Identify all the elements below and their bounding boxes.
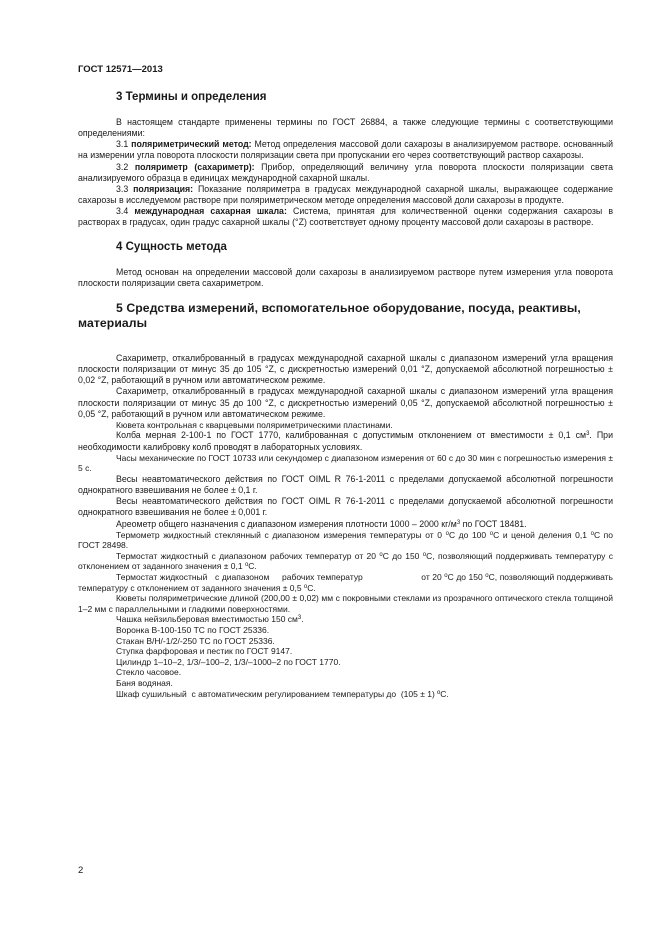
- term-3-1: [78, 139, 613, 161]
- document-page: [78, 64, 616, 699]
- equipment-item: Кювета контрольная с кварцевыми поляриметрическими пластинами.: [116, 419, 393, 430]
- equipment-item: Термостат жидкостный с диапазоном рабочих температур от 20 $^о$С до 150 $^о$С, позволяющий поддерживать температуру с отклонением от заданного значения ± 0,5 $^о$С.: [78, 572, 616, 593]
- term-name: поляриметрический метод:: [131, 139, 252, 150]
- term-number: 3.1: [116, 139, 129, 150]
- term-3-4: [78, 206, 613, 228]
- equipment-item: Стакан В/Н/-1/2/-250 ТС по ГОСТ 25336.: [116, 635, 275, 646]
- term-name: поляризация:: [133, 183, 194, 194]
- standard-header: ГОСТ 12571—2013: [78, 64, 163, 75]
- term-definition: Прибор, определяющий величину угла поворота плоскости поляризации света анализируемого образца в единицах международной сахарной шкалы.: [78, 161, 613, 183]
- equipment-item: Термостат жидкостный с диапазоном рабочих температур от 20 $^о$С до 150 $^о$С, позволяющий поддерживать температуру с отклонением от заданного значения ± 0,1 $^о$С.: [78, 550, 613, 572]
- term-3-2: [78, 162, 613, 184]
- equipment-item: Термометр жидкостный стеклянный с диапазоном измерения температуры от 0 $^о$С до 100 $^о$С и ценой деления 0,1 $^о$С по ГОСТ 28498.: [78, 529, 614, 551]
- equipment-item: Кюветы поляриметрические длиной (200,00 ± 0,02) мм с покровными стеклами из прозрачного оптического стекла толщиной 1–2 мм с параллельными и гладкими поверхностями.: [78, 593, 613, 614]
- equipment-item: Сахариметр, откалиброванный в градусах международной сахарной шкалы с диапазоном измерений угла вращения плоскости поляризации от минус 35 до 105 °Z, с дискретностью измерений 0,01 °Z, допускаемой абсолютной погрешностью ± 0,02 °Z, работающий в ручном или автоматическом режиме.: [78, 352, 613, 386]
- equipment-item: Воронка В-100-150 ТС по ГОСТ 25336.: [116, 625, 270, 636]
- section-4-title: 4 Сущность метода: [116, 240, 227, 253]
- page-number: 2: [78, 865, 84, 876]
- equipment-item: Ступка фарфоровая и пестик по ГОСТ 9147.: [116, 646, 293, 657]
- term-definition: Показание поляриметра в градусах международной сахарной шкалы, выражающее содержание сахарозы в исследуемом растворе при поляриметрическом методе определения массовой доли сахарозы в продукте.: [78, 183, 613, 206]
- term-number: 3.3: [116, 183, 129, 194]
- equipment-item: Весы неавтоматического действия по ГОСТ OIML R 76-1-2011 с пределами допускаемой абсолютной погрешности однократного взвешивания не более ± 0,001 г.: [78, 496, 613, 518]
- term-3-3: [78, 184, 613, 206]
- section-4-text: Метод основан на определении массовой доли сахарозы в анализируемом растворе путем измерения угла поворота плоскости поляризации света сахариметром.: [78, 266, 613, 288]
- term-name: поляриметр (сахариметр):: [134, 161, 255, 172]
- term-name: международная сахарная шкала:: [134, 206, 287, 217]
- equipment-item: Весы неавтоматического действия по ГОСТ OIML R 76-1-2011 с пределами допускаемой абсолютной погрешности однократного взвешивания не более ± 0,1 г.: [78, 473, 613, 496]
- equipment-item: Часы механические по ГОСТ 10733 или секундомер с диапазоном измерения от 60 с до 30 мин с погрешностью измерения ± 5 с.: [78, 452, 613, 474]
- section-3-intro: В настоящем стандарте применены термины по ГОСТ 26884, а также следующие термины с соответствующими определениями:: [78, 117, 613, 139]
- section-5-title: 5 Средства измерений, вспомогательное оборудование, посуда, реактивы, материалы: [78, 300, 581, 330]
- equipment-item: Чашка нейзильберовая вместимостью 150 $см^3$.: [116, 614, 304, 625]
- equipment-item: Сахариметр, откалиброванный в градусах международной сахарной шкалы с диапазоном измерений угла вращения плоскости поляризации от минус 35 до 100 °Z, с дискретностью измерений 0,05 °Z, допускаемой абсолютной погрешностью ± 0,05 °Z, работающий в ручном или автоматическом режиме.: [78, 386, 613, 419]
- term-number: 3.4: [116, 206, 129, 217]
- equipment-item: Шкаф сушильный с автоматическим регулированием температуры до (105 ± 1) ºС.: [116, 688, 449, 699]
- equipment-item: Баня водяная.: [116, 678, 173, 688]
- equipment-item: Колба мерная 2-100-1 по ГОСТ 1770, калиброванная с допустимым отклонением от вместимости ± 0,1 $см^3$. При необходимости калибровку колб проводят в лабораторных условиях.: [78, 430, 613, 452]
- equipment-item: Стекло часовое.: [116, 667, 182, 678]
- equipment-item: Ареометр общего назначения с диапазоном измерения плотности 1000 – 2000 $кг/м^3$ по ГОСТ 18481.: [116, 518, 527, 529]
- term-definition: Метод определения массовой доли сахарозы в анализируемом растворе. основанный на измерении угла поворота плоскости поляризации света при пропускании его через соответствующий раствор сахарозы.: [78, 139, 613, 161]
- term-definition: Система, принятая для количественной оценки содержания сахарозы в растворах в градусах, один градус сахарной шкалы (°Z) соответствует одному проценту массовой доли сахарозы в растворе.: [78, 206, 614, 228]
- section-3-title: 3 Термины и определения: [116, 91, 267, 103]
- term-number: 3.2: [116, 161, 129, 172]
- equipment-item: Цилиндр 1–10–2, 1/3/–100–2, 1/3/–1000–2 по ГОСТ 1770.: [116, 656, 341, 667]
